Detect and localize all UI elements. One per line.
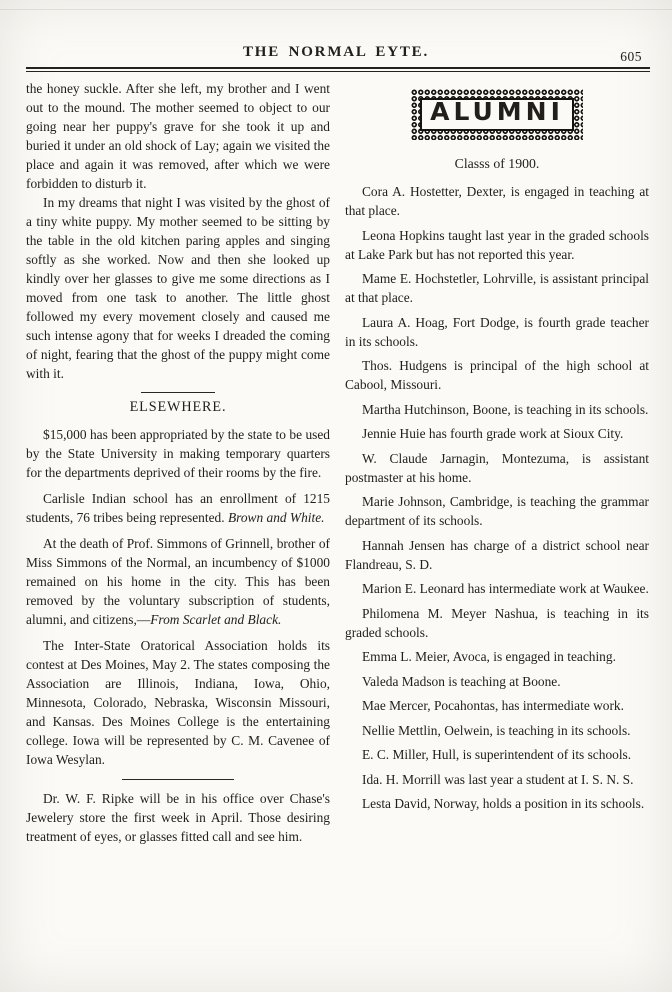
alumni-item: Martha Hutchinson, Boone, is teaching in its schools. (362, 401, 649, 417)
alumni-item: Leona Hopkins taught last year in the graded schools at Lake Park but has not reported this year. (345, 227, 649, 262)
text-columns (0, 72, 672, 846)
story-paragraph: In my dreams that night I was visited by the ghost of a tiny white puppy. My mother seemed to be sitting by the table in the old kitchen paring apples and singing softly as she worked. Now and then she looked up kindly over her glasses to give me some directions as I moved from one task to another. The little ghost followed my every movement closely and caused me such intense agony that for weeks I dreaded the coming of night, fearing that the ghost of the puppy might come with it. (26, 195, 330, 381)
alumni-item: Mame E. Hochstetler, Lohrville, is assistant principal at that place. (345, 271, 649, 305)
section-divider (122, 779, 234, 780)
alumni-item: Hannah Jensen has charge of a district school near Flandreau, S. D. (345, 537, 649, 572)
alumni-item: E. C. Miller, Hull, is superintendent of its schools. (362, 747, 632, 762)
alumni-item: Lesta David, Norway, holds a position in its schools. (362, 796, 645, 811)
alumni-item: Emma L. Meier, Avoca, is engaged in teaching. (362, 649, 616, 664)
notice-paragraph: Dr. W. F. Ripke will be in his office over Chase's Jewelery store the first week in April. Those desiring treatment of eyes, or glasses fitted call and see him. (26, 791, 330, 844)
elsewhere-paragraph: $15,000 has been appropriated by the state to be used by the State University in making temporary quarters for the departments deprived of their rooms by the fire. (26, 427, 330, 480)
page-title: THE NORMAL EYTE. (242, 44, 430, 60)
alumni-item: Nellie Mettlin, Oelwein, is teaching in its schools. (362, 722, 631, 738)
alumni-item: Valeda Madson is teaching at Boone. (362, 673, 561, 689)
page-number: 605 (620, 49, 642, 64)
elsewhere-heading: ELSEWHERE. (129, 399, 227, 415)
paragraph-text: Carlisle Indian school has an enrollment of 1215 students, 76 tribes being represented. (26, 491, 330, 525)
alumni-item: Marie Johnson, Cambridge, is teaching the grammar department of its schools. (345, 494, 649, 528)
source-citation: Brown and White. (227, 510, 325, 525)
alumni-item: Ida. H. Morrill was last year a student at I. S. N. S. (362, 771, 634, 787)
alumni-item: Laura A. Hoag, Fort Dodge, is fourth grade teacher in its schools. (345, 314, 649, 349)
alumni-box-ornamental-border (411, 89, 583, 140)
right-column (345, 79, 649, 846)
left-column (26, 79, 330, 846)
source-citation: From Scarlet and Black. (150, 612, 282, 627)
section-divider (141, 392, 215, 393)
alumni-item: Mae Mercer, Pocahontas, has intermediate work. (362, 698, 624, 713)
alumni-items-list (345, 182, 649, 813)
alumni-item: Cora A. Hostetter, Dexter, is engaged in teaching at that place. (345, 184, 649, 218)
class-heading: Classs of 1900. (454, 156, 540, 171)
alumni-item: Marion E. Leonard has intermediate work at Waukee. (362, 581, 649, 596)
elsewhere-paragraph (26, 534, 330, 629)
alumni-item: Jennie Huie has fourth grade work at Sioux City. (362, 426, 624, 441)
elsewhere-paragraph: The Inter-State Oratorical Association holds its contest at Des Moines, May 2. The states composing the Association are Illinois, Indiana, Iowa, Ohio, Minnesota, Colorado, Nebraska, Wisconsin Missouri, and Kansas. Des Moines College is the entertaining college. Iowa will be represented by C. M. Cavenee of Iowa Wesylan. (26, 638, 330, 767)
alumni-item: Philomena M. Meyer Nashua, is teaching in its graded schools. (345, 605, 649, 640)
alumni-box (420, 98, 574, 131)
masthead (0, 0, 672, 64)
paragraph-text: At the death of Prof. Simmons of Grinnell, brother of Miss Simmons of the Normal, an incumbency of $1000 remained on his home in the city. This has been removed by the voluntary subscription of students, alumni, and citizens,— (26, 536, 330, 627)
alumni-box-label: ALUMNI (430, 97, 564, 126)
alumni-item: Thos. Hudgens is principal of the high school at Cabool, Missouri. (345, 358, 649, 392)
elsewhere-paragraph (26, 489, 330, 527)
alumni-item: W. Claude Jarnagin, Montezuma, is assistant postmaster at his home. (345, 450, 649, 485)
story-paragraph: the honey suckle. After she left, my brother and I went out to the mound. The mother seemed to object to our going near her puppy's grave for she took it up and buried it under an old shock of Lay; again we visited the place and again it was removed, after which we were forbidden to disturb it. (26, 81, 330, 191)
